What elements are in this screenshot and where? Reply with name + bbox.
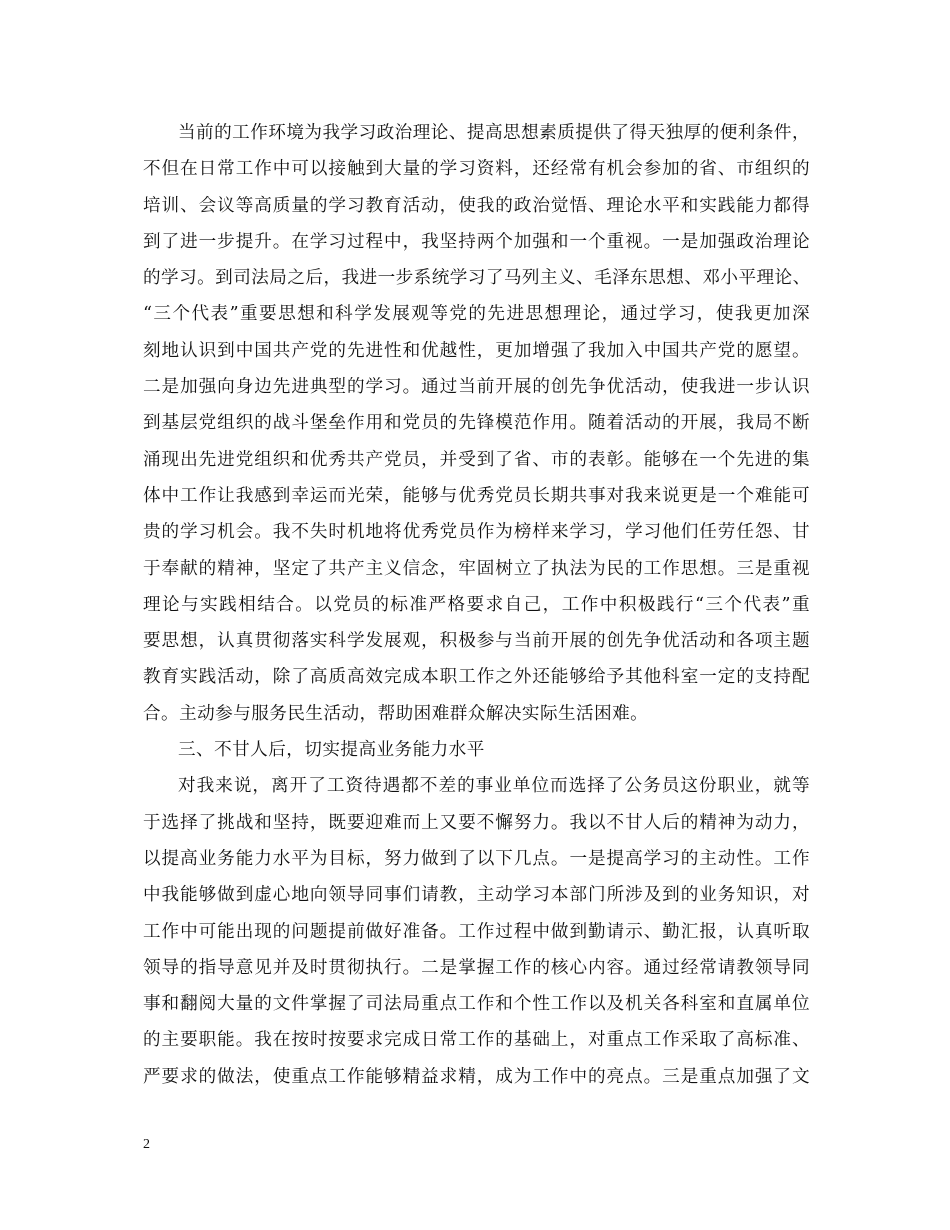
page-number: 2 [143,1137,150,1152]
paragraph-line: 培训、会议等高质量的学习教育活动，使我的政治觉悟、理论水平和实践能力都得 [143,195,810,216]
paragraph-line: 于选择了挑战和坚持，既要迎难而上又要不懈努力。我以不甘人后的精神为动力， [143,812,810,833]
paragraph-line: 以提高业务能力水平为目标，努力做到了以下几点。一是提高学习的主动性。工作 [143,848,810,869]
paragraph-line: 事和翻阅大量的文件掌握了司法局重点工作和个性工作以及机关各科室和直属单位 [143,994,810,1015]
paragraph-line: 二是加强向身边先进典型的学习。通过当前开展的创先争优活动，使我进一步认识 [143,377,810,398]
paragraph-line: 刻地认识到中国共产党的先进性和优越性，更加增强了我加入中国共产党的愿望。 [143,340,810,361]
paragraph-line: 贵的学习机会。我不失时机地将优秀党员作为榜样来学习，学习他们任劳任怨、甘 [143,522,810,543]
paragraph-line: 于奉献的精神，坚定了共产主义信念，牢固树立了执法为民的工作思想。三是重视 [143,558,810,579]
paragraph-line: 合。主动参与服务民生活动，帮助困难群众解决实际生活困难。 [143,703,649,724]
paragraph-line: 到基层党组织的战斗堡垒作用和党员的先锋模范作用。随着活动的开展，我局不断 [143,413,810,434]
paragraph-line: 中我能够做到虚心地向领导同事们请教，主动学习本部门所涉及到的业务知识，对 [143,885,810,906]
paragraph-line: 对我来说，离开了工资待遇都不差的事业单位而选择了公务员这份职业，就等 [178,776,810,797]
paragraph-line: “三个代表”重要思想和科学发展观等党的先进思想理论，通过学习，使我更加深 [143,304,810,325]
paragraph-line: 不但在日常工作中可以接触到大量的学习资料，还经常有机会参加的省、市组织的 [143,159,810,180]
paragraph-line: 的主要职能。我在按时按要求完成日常工作的基础上，对重点工作采取了高标准、 [143,1030,810,1051]
paragraph-line: 领导的指导意见并及时贯彻执行。二是掌握工作的核心内容。通过经常请教领导同 [143,957,810,978]
section-heading: 三、不甘人后，切实提高业务能力水平 [178,740,485,761]
paragraph-line: 理论与实践相结合。以党员的标准严格要求自己，工作中积极践行“三个代表”重 [143,594,810,615]
paragraph-line: 严要求的做法，使重点工作能够精益求精，成为工作中的亮点。三是重点加强了文 [143,1066,810,1087]
paragraph-line: 要思想，认真贯彻落实科学发展观，积极参与当前开展的创先争优活动和各项主题 [143,631,810,652]
body-text [143,115,810,1095]
paragraph-line: 到了进一步提升。在学习过程中，我坚持两个加强和一个重视。一是加强政治理论 [143,231,810,252]
paragraph-line: 当前的工作环境为我学习政治理论、提高思想素质提供了得天独厚的便利条件， [178,123,810,143]
paragraph-line: 的学习。到司法局之后，我进一步系统学习了马列主义、毛泽东思想、邓小平理论、 [143,268,811,289]
paragraph-line: 涌现出先进党组织和优秀共产党员，并受到了省、市的表彰。能够在一个先进的集 [143,449,810,470]
paragraph-line: 体中工作让我感到幸运而光荣，能够与优秀党员长期共事对我来说更是一个难能可 [143,485,810,506]
paragraph-line: 工作中可能出现的问题提前做好准备。工作过程中做到勤请示、勤汇报，认真听取 [143,921,810,942]
paragraph-line: 教育实践活动，除了高质高效完成本职工作之外还能够给予其他科室一定的支持配 [143,667,810,688]
